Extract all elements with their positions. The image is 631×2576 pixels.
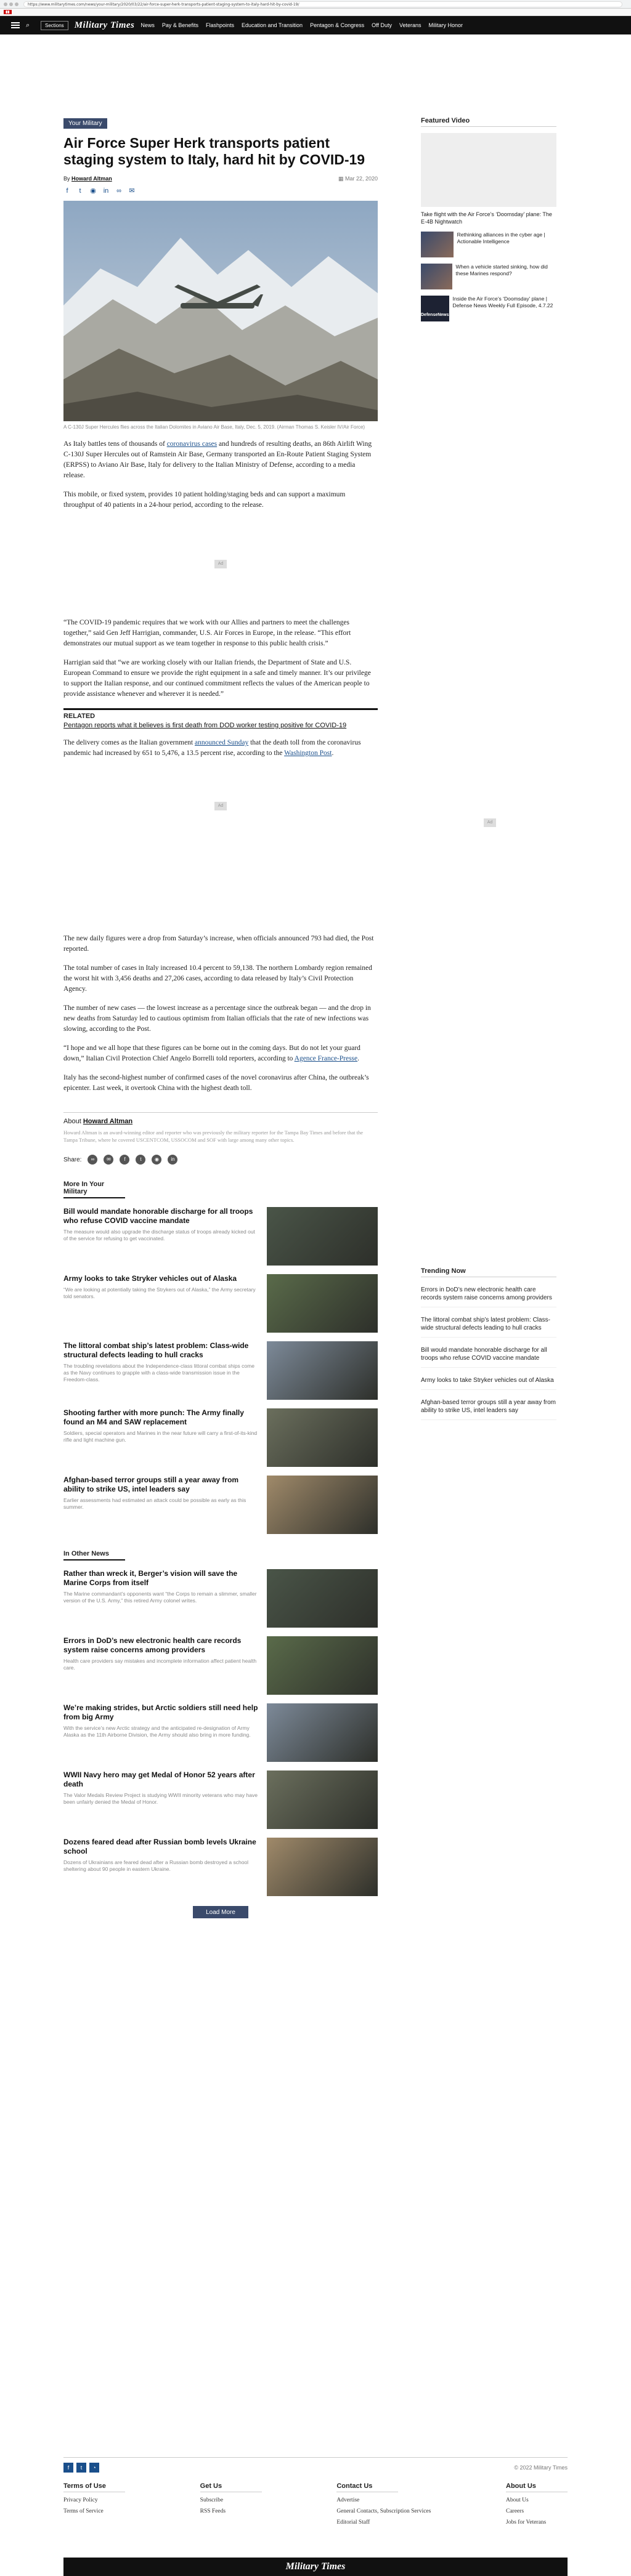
footer-column-heading: Terms of Use	[63, 2482, 125, 2492]
nav-link[interactable]: Veterans	[399, 22, 421, 28]
nav-link[interactable]: Off Duty	[372, 22, 392, 28]
story-thumbnail[interactable]	[267, 1770, 378, 1829]
story-thumbnail[interactable]	[267, 1569, 378, 1628]
related-label: RELATED	[63, 713, 96, 720]
story-text	[63, 1770, 261, 1829]
featured-video-thumbnail[interactable]	[421, 133, 556, 207]
twitter-icon[interactable]: t	[79, 187, 81, 195]
trending-now	[421, 1267, 556, 1420]
footer-link[interactable]: Editorial Staff	[336, 2519, 370, 2526]
story-text	[63, 1207, 261, 1266]
story-text	[63, 1408, 261, 1467]
footer-brand-bar	[63, 2558, 568, 2576]
paragraph-1	[63, 439, 378, 481]
publish-date-text: Mar 22, 2020	[344, 176, 378, 182]
story-text	[63, 1838, 261, 1896]
other-news-heading: In Other News	[63, 1550, 125, 1561]
about-author-link[interactable]: Howard Altman	[83, 1118, 133, 1125]
nav-link[interactable]: Military Honor	[428, 22, 463, 28]
video-thumbnail[interactable]	[421, 296, 449, 321]
footer-column	[336, 2482, 431, 2526]
trending-item[interactable]: Afghan-based terror groups still a year away from ability to strike US, intel leaders say	[421, 1399, 556, 1420]
window-controls[interactable]	[4, 2, 18, 6]
paragraph-7: The total number of cases in Italy increased 10.4 percent to 59,138. The northern Lombardy region remained the worst hit with 3,456 deaths and 27,206 cases, according to data released by Italy’s Civil Protection Agency.	[63, 964, 372, 993]
twitter-icon[interactable]: t	[76, 2463, 86, 2473]
footer-link[interactable]: General Contacts, Subscription Services	[336, 2508, 431, 2514]
p9-text-b: .	[357, 1055, 360, 1062]
sections-button[interactable]: Sections	[41, 21, 68, 30]
story-card[interactable]	[63, 1838, 378, 1896]
related-link[interactable]: Pentagon reports what it believes is first death from DOD worker testing positive for COVID-19	[63, 722, 347, 729]
story-description: The Marine commandant’s opponents want “the Corps to remain a slimmer, smaller version of the U.S. Army,” this retired Army colonel writes.	[63, 1591, 257, 1604]
story-description: Dozens of Ukrainians are feared dead after a Russian bomb destroyed a school sheltering about 90 people in eastern Ukraine.	[63, 1859, 249, 1872]
nav-link[interactable]: Education and Transition	[241, 22, 303, 28]
footer-link[interactable]: Careers	[506, 2508, 524, 2514]
footer-link[interactable]: Subscribe	[200, 2497, 224, 2503]
email-icon[interactable]: ✉	[104, 1155, 113, 1165]
article-title: Air Force Super Herk transports patient staging system to Italy, hard hit by COVID-19	[63, 135, 365, 168]
p1-text-a: As Italy battles tens of thousands of	[63, 440, 167, 448]
other-news-list	[63, 1569, 378, 1896]
trending-item[interactable]: The littoral combat ship’s latest problem: Class-wide structural defects leading to hull cracks	[421, 1316, 556, 1338]
defense-news-logo: DefenseNews	[421, 313, 449, 317]
ad-slot-2[interactable]: Ad	[214, 802, 227, 810]
facebook-icon[interactable]: f	[63, 2463, 73, 2473]
story-card[interactable]	[63, 1408, 378, 1467]
nav-link[interactable]: Pentagon & Congress	[310, 22, 365, 28]
story-title-link[interactable]: WWII Navy hero may get Medal of Honor 52 years after death	[63, 1770, 255, 1788]
footer-link[interactable]: Terms of Service	[63, 2508, 104, 2514]
video-thumbnail[interactable]	[421, 264, 452, 289]
footer-social-bar	[63, 2457, 568, 2473]
footer-link[interactable]: Privacy Policy	[63, 2497, 98, 2503]
footer-column-heading: Get Us	[200, 2482, 262, 2492]
link-icon[interactable]: ∞	[116, 187, 121, 195]
related-box	[63, 708, 378, 729]
story-title-link[interactable]: Dozens feared dead after Russian bomb levels Ukraine school	[63, 1838, 256, 1855]
main-nav	[140, 22, 463, 28]
author-link[interactable]: Howard Altman	[71, 176, 112, 182]
reddit-icon[interactable]: ◉	[90, 187, 96, 195]
paragraph-6: The new daily figures were a drop from Saturday’s increase, when officials announced 793 had died, the Post reported.	[63, 935, 374, 953]
more-list	[63, 1207, 378, 1534]
trending-item[interactable]: Army looks to take Stryker vehicles out of Alaska	[421, 1376, 556, 1390]
footer-link[interactable]: Advertise	[336, 2497, 360, 2503]
nav-link[interactable]: Pay & Benefits	[161, 22, 198, 28]
story-thumbnail[interactable]	[267, 1838, 378, 1896]
story-card[interactable]	[63, 1569, 378, 1628]
story-thumbnail[interactable]	[267, 1408, 378, 1467]
footer-column	[200, 2482, 262, 2526]
footer-link[interactable]: About Us	[506, 2497, 529, 2503]
about-prefix: About	[63, 1118, 81, 1125]
hero-image-art	[63, 201, 378, 421]
author-bio	[63, 1112, 378, 1144]
paragraph-8: The number of new cases — the lowest increase as a percentage since the outbreak began — and the drop in new deaths from Saturday led to cautious optimism from Italian officials that the rate of new infections was slowing, according to the Post.	[63, 1004, 371, 1033]
paragraph-10: Italy has the second-highest number of confirmed cases of the novel coronavirus after China, the outbreak’s epicenter. Last week, it overtook China with the highest death toll.	[63, 1074, 369, 1092]
story-text	[63, 1476, 261, 1534]
story-title-link[interactable]: Bill would mandate honorable discharge for all troops who refuse COVID vaccine mandate	[63, 1207, 253, 1225]
address-bar[interactable]: https://www.militarytimes.com/news/your-military/2020/03/22/air-force-super-herk-transports-patient-staging-system-to-italy-hard-hit-by-covid-19/	[23, 1, 622, 7]
footer-column-heading: About Us	[506, 2482, 568, 2492]
afp-link[interactable]: Agence France-Presse	[294, 1055, 358, 1062]
trending-item[interactable]: Errors in DoD’s new electronic health care records system raise concerns among providers	[421, 1286, 556, 1307]
sidebar	[421, 117, 556, 321]
video-title[interactable]: Inside the Air Force’s ‘Doomsday’ plane | Defense News Weekly Full Episode, 4.7.22	[452, 296, 553, 309]
site-footer	[0, 2457, 631, 2572]
story-title-link[interactable]: Errors in DoD’s new electronic health care records system raise concerns among providers	[63, 1636, 242, 1654]
browser-toolbar	[0, 0, 631, 9]
publish-date: ▦ Mar 22, 2020	[338, 176, 378, 182]
story-thumbnail[interactable]	[267, 1476, 378, 1534]
footer-columns	[63, 2482, 568, 2526]
copyright: © 2022 Military Times	[514, 2465, 568, 2471]
hamburger-menu-icon[interactable]	[11, 21, 20, 30]
video-item[interactable]	[421, 296, 556, 321]
more-heading: More In Your Military	[63, 1181, 125, 1198]
video-item[interactable]	[421, 232, 556, 257]
load-more-button[interactable]: Load More	[193, 1906, 248, 1918]
footer-column	[506, 2482, 568, 2526]
hero-caption: A C-130J Super Hercules flies across the Italian Dolomites in Aviano Air Base, Italy, Dec. 5, 2019. (Airman Thomas S. Keisler IV/Air Force)	[63, 424, 365, 430]
story-text	[63, 1636, 261, 1695]
footer-logo[interactable]: Military Times	[285, 2561, 346, 2572]
link-icon[interactable]: ∞	[88, 1155, 97, 1165]
share-label: Share:	[63, 1156, 82, 1163]
story-description: The Valor Medals Review Project is studying WWII minority veterans who may have been unfairly denied the Medal of Honor.	[63, 1792, 258, 1805]
bookmarks-bar	[0, 9, 631, 16]
story-title-link[interactable]: Afghan-based terror groups still a year away from ability to strike US, intel leaders say	[63, 1476, 239, 1493]
hero-image	[63, 201, 378, 421]
email-icon[interactable]: ✉	[129, 187, 135, 195]
video-item[interactable]	[421, 264, 556, 289]
paragraph-5	[63, 738, 378, 759]
video-title[interactable]: Rethinking alliances in the cyber age | Actionable Intelligence	[457, 232, 545, 244]
story-description: With the service’s new Arctic strategy and the anticipated re-designation of Army Alaska as the 11th Airborne Division, the Army should also bring in more funding.	[63, 1725, 251, 1738]
footer-link[interactable]: RSS Feeds	[200, 2508, 226, 2514]
story-description: Soldiers, special operators and Marines in the near future will carry a first-of-its-kind rifle and light machine gun.	[63, 1430, 258, 1443]
facebook-icon[interactable]: f	[120, 1155, 129, 1165]
washington-post-link[interactable]: Washington Post	[284, 749, 332, 757]
p5-text-b: that the death toll from the coronavirus pandemic had increased by 651 to 5,476, a 13.5 percent rise, according to the	[63, 739, 361, 757]
story-title-link[interactable]: Army looks to take Stryker vehicles out of Alaska	[63, 1274, 237, 1283]
nav-link[interactable]: News	[140, 22, 155, 28]
share-icons-top	[63, 187, 378, 195]
featured-video-caption[interactable]: Take flight with the Air Force’s ‘Doomsday’ plane: The E-4B Nightwatch	[421, 211, 552, 225]
twitter-icon[interactable]: t	[136, 1155, 145, 1165]
trending-heading: Trending Now	[421, 1267, 556, 1277]
social-icons	[63, 2463, 99, 2473]
story-card[interactable]	[63, 1274, 378, 1333]
story-thumbnail[interactable]	[267, 1274, 378, 1333]
paragraph-9	[63, 1043, 378, 1064]
p5-text-a: The delivery comes as the Italian government	[63, 739, 195, 746]
story-thumbnail[interactable]	[267, 1703, 378, 1762]
extension-icon[interactable]: ▮▮	[4, 10, 12, 14]
share-bar-bottom	[63, 1155, 378, 1165]
story-card[interactable]	[63, 1207, 378, 1266]
ad-slot-1[interactable]: Ad	[214, 560, 227, 568]
rss-icon[interactable]: ◔	[89, 2463, 99, 2473]
site-logo[interactable]: Military Times	[74, 20, 135, 30]
story-description: Earlier assessments had estimated an attack could be possible as early as this summer.	[63, 1497, 246, 1510]
paragraph-3: “The COVID-19 pandemic requires that we work with our Allies and partners to meet the challenges together,” said Gen Jeff Harrigian, commander, U.S. Air Forces in Europe, in the release. “This effort demonstrates our mutual support as we team together in response to this public health crisis.”	[63, 619, 351, 647]
linkedin-icon[interactable]: in	[168, 1155, 177, 1165]
footer-column	[63, 2482, 125, 2526]
story-title-link[interactable]: Shooting farther with more punch: The Army finally found an M4 and SAW replacement	[63, 1408, 244, 1426]
story-title-link[interactable]: The littoral combat ship’s latest problem: Class-wide structural defects leading to hull cracks	[63, 1341, 249, 1359]
site-header	[0, 16, 631, 34]
video-thumbnail[interactable]	[421, 232, 454, 257]
story-card[interactable]	[63, 1770, 378, 1829]
trending-list	[421, 1286, 556, 1420]
search-icon[interactable]: ⌕	[26, 22, 30, 29]
story-thumbnail[interactable]	[267, 1636, 378, 1695]
trending-item[interactable]: Bill would mandate honorable discharge for all troops who refuse COVID vaccine mandate	[421, 1346, 556, 1368]
video-title[interactable]: When a vehicle started sinking, how did these Marines respond?	[455, 264, 548, 277]
about-heading	[63, 1118, 378, 1125]
story-card[interactable]	[63, 1636, 378, 1695]
story-card[interactable]	[63, 1476, 378, 1534]
about-bio-text: Howard Altman is an award-winning editor and reporter who was previously the military reporter for the Tampa Bay Times and before that the Tampa Tribune, where he covered USCENTCOM, USSOCOM and SOF with large among many other topics.	[63, 1129, 363, 1143]
story-text	[63, 1703, 261, 1762]
announced-sunday-link[interactable]: announced Sunday	[195, 739, 249, 746]
story-description: “We are looking at potentially taking the Strykers out of Alaska,” the Army secretary told senators.	[63, 1286, 256, 1299]
story-title-link[interactable]: Rather than wreck it, Berger’s vision will save the Marine Corps from itself	[63, 1569, 238, 1587]
story-card[interactable]	[63, 1703, 378, 1762]
story-text	[63, 1569, 261, 1628]
byline-prefix: By	[63, 176, 70, 182]
article-column	[63, 117, 378, 1918]
story-description: The measure would also upgrade the discharge status of troops already kicked out of the service for refusing to get vaccinated.	[63, 1229, 255, 1242]
reddit-icon[interactable]: ◉	[152, 1155, 161, 1165]
paragraph-2: This mobile, or fixed system, provides 10 patient holding/staging beds and can support a maximum throughput of 40 patients in a 24-hour period, according to the release.	[63, 491, 346, 509]
story-thumbnail[interactable]	[267, 1341, 378, 1400]
story-card[interactable]	[63, 1341, 378, 1400]
paragraph-4: Harrigian said that “we are working closely with our Italian friends, the Department of State and U.S. European Command to ensure we provide the right equipment in a safe and timely manner. It’s our privilege to support the Italian response, and our continued commitment reflects the values of the American people to provide assistance whenever and wherever it is needed.”	[63, 659, 371, 698]
story-description: The troubling revelations about the Independence-class littoral combat ships come as the Navy continues to grapple with a class-wide transmission issue in the Freedom-class.	[63, 1363, 254, 1383]
footer-link[interactable]: Jobs for Veterans	[506, 2519, 547, 2526]
sidebar-ad[interactable]: Ad	[484, 818, 496, 827]
story-text	[63, 1274, 261, 1333]
p1-text-b: and hundreds of resulting deaths, an 86th Airlift Wing C-130J Super Hercules out of Ramstein Air Base, Germany transported an En-Route Patient Staging System (ERPSS) to Aviano Air Base, Italy for delivery to the Italian Ministry of Defense, according to a media release.	[63, 440, 372, 479]
linkedin-icon[interactable]: in	[103, 187, 109, 195]
video-list	[421, 232, 556, 321]
story-title-link[interactable]: We’re making strides, but Arctic soldiers still need help from big Army	[63, 1703, 258, 1721]
coronavirus-link[interactable]: coronavirus cases	[166, 440, 218, 448]
story-text	[63, 1341, 261, 1400]
featured-video-heading: Featured Video	[421, 117, 556, 127]
p9-text-a: “I hope and we all hope that these figures can be borne out in the coming days. But do not let your guard down,” Italian Civil Protection Chief Angelo Borrelli told reporters, according to	[63, 1044, 360, 1062]
nav-link[interactable]: Flashpoints	[205, 22, 234, 28]
p5-text-c: .	[332, 749, 334, 757]
facebook-icon[interactable]: f	[66, 187, 68, 195]
section-tag[interactable]: Your Military	[63, 118, 107, 129]
story-description: Health care providers say mistakes and incomplete information affect patient health care.	[63, 1658, 257, 1671]
byline	[63, 176, 378, 182]
footer-column-heading: Contact Us	[336, 2482, 398, 2492]
story-thumbnail[interactable]	[267, 1207, 378, 1266]
